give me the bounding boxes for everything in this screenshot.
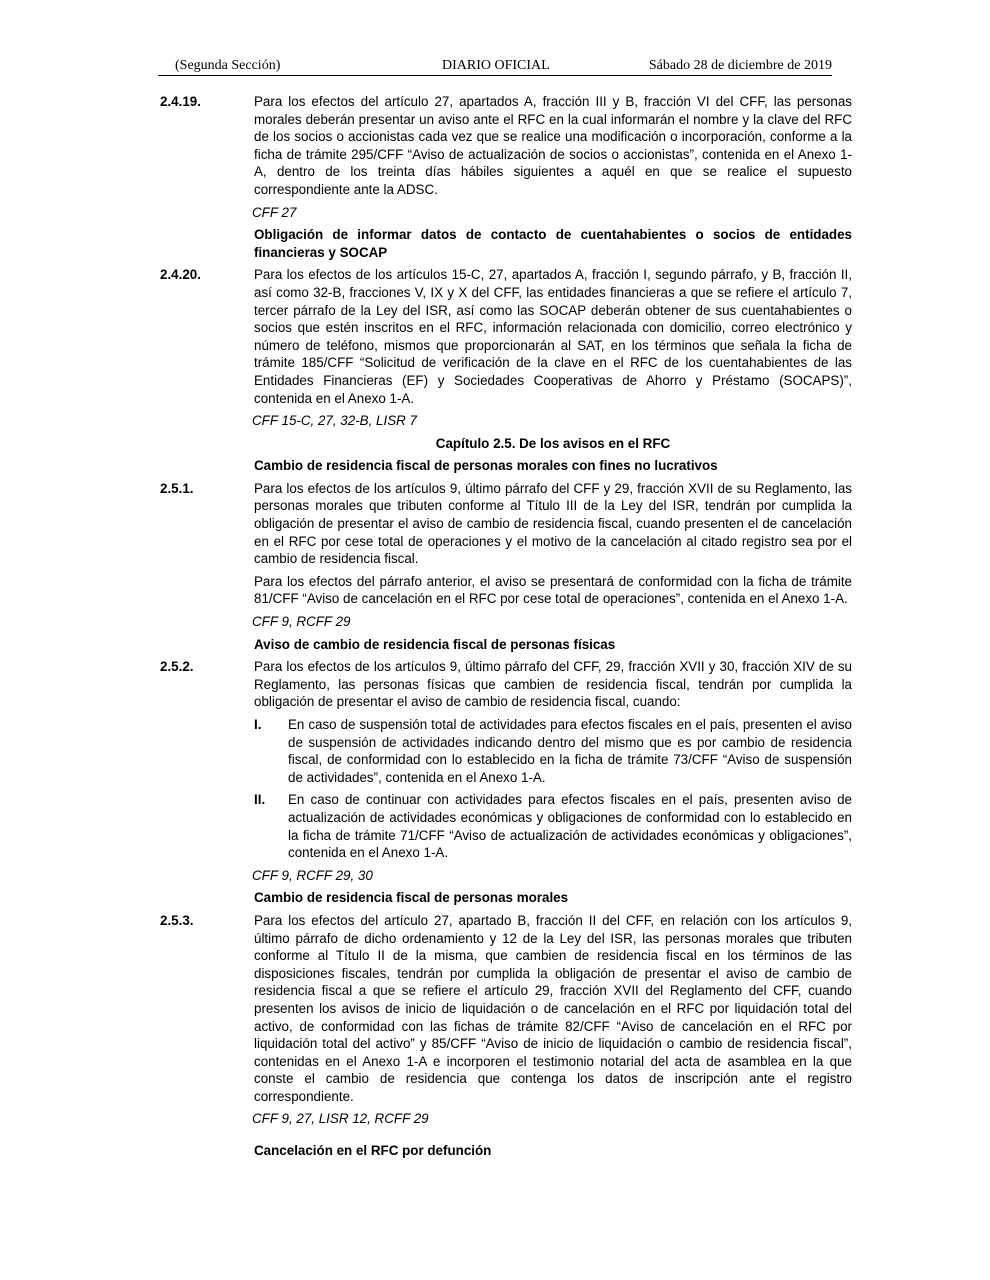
item-text: En caso de continuar con actividades para efectos fiscales en el país, presenten aviso de actualización de actividades económicas y obligaciones de conformidad con lo establecido en la ficha de trámite 71/CFF “Aviso de actualización de actividades económicas y obligaciones”, contenida en el Anexo 1-A. bbox=[288, 792, 852, 861]
rule-text: Para los efectos de los artículos 9, último párrafo del CFF y 29, fracción XVII de su Reglamento, las personas morales que tributen conforme al Título III de la Ley del ISR, tendrán por cumplida la obligación de presentar el aviso de cambio de residencia fiscal, cuando presenten el de cancelación en el RFC por cese total de operaciones y el motivo de la cancelación al citado registro sea por el cambio de residencia fiscal. bbox=[254, 480, 852, 567]
header-section: (Segunda Sección) bbox=[175, 58, 281, 73]
rule-text: Para los efectos del artículo 27, apartados A, fracción III y B, fracción VI del CFF, las personas morales deberán presentar un aviso ante el RFC en la cual informarán el nombre y la clave del RFC de los socios o accionistas cada vez que se realice una modificación o incorporación, conforme a la ficha de trámite 295/CFF “Aviso de actualización de socios o accionistas”, contenida en el Anexo 1-A, dentro de los treinta días hábiles siguientes a aquél en que se realice el supuesto correspondiente ante la ADSC. bbox=[254, 94, 852, 197]
list-item bbox=[254, 791, 852, 861]
rule-2-4-19 bbox=[160, 93, 852, 199]
rule-number: 2.5.3. bbox=[160, 912, 194, 928]
rule-text: Para los efectos del artículo 27, apartado B, fracción II del CFF, en relación con los artículos 9, último párrafo de dicho ordenamiento y 12 de la Ley del ISR, las personas morales que tributen conforme al Título II de la misma, que cambien de residencia fiscal en los términos de las disposiciones fiscales, tendrán por cumplida la obligación de presentar el aviso de cambio de residencia fiscal a que se refiere el artículo 29, fracción XVII del Reglamento del CFF, cuando presenten los avisos de inicio de liquidación o de cancelación en el RFC por liquidación total del activo, de conformidad con las fichas de trámite 82/CFF “Aviso de cancelación en el RFC por liquidación total del activo” y 85/CFF “Aviso de inicio de liquidación o cambio de residencia fiscal”, contenidas en el Anexo 1-A e incorporen el testimonio notarial del acta de asamblea en la que conste el cambio de residencia que contenga los datos de inscripción ante el registro correspondiente. bbox=[254, 912, 852, 1104]
rule-number: 2.5.2. bbox=[160, 659, 194, 675]
rule-reference: CFF 27 bbox=[252, 204, 297, 220]
rule-title: Cambio de residencia fiscal de personas morales bbox=[254, 890, 569, 906]
header-date: Sábado 28 de diciembre de 2019 bbox=[648, 58, 832, 73]
rule-reference: CFF 9, RCFF 29 bbox=[252, 614, 351, 630]
document-body bbox=[160, 93, 852, 1165]
list-item bbox=[254, 716, 852, 786]
rule-text: Para los efectos del párrafo anterior, el aviso se presentará de conformidad con la ficha de trámite 81/CFF “Aviso de cancelación en el RFC por cese total de operaciones”, contenida en el Anexo 1-A. bbox=[254, 573, 852, 607]
rule-title: Obligación de informar datos de contacto de cuentahabientes o socios de entidades financieras y SOCAP bbox=[254, 227, 852, 260]
rule-title: Cancelación en el RFC por defunción bbox=[254, 1143, 492, 1159]
rule-2-5-2 bbox=[160, 658, 852, 862]
rule-text: Para los efectos de los artículos 9, último párrafo del CFF, 29, fracción XVII y 30, fracción XIV de su Reglamento, las personas físicas que cambien de residencia fiscal, tendrán por cumplida la obligación de presentar el aviso de cambio de residencia fiscal, cuando: bbox=[254, 659, 852, 710]
header-publication: DIARIO OFICIAL bbox=[442, 58, 550, 73]
rule-text: Para los efectos de los artículos 15-C, 27, apartados A, fracción I, segundo párrafo, y B, fracción II, así como 32-B, fracciones V, IX y X del CFF, las entidades financieras a que se refiere el artículo 7, tercer párrafo de la Ley del ISR, así como las SOCAP deberán obtener de sus cuentahabientes o socios que estén inscritos en el RFC, información relacionada con domicilio, correo electrónico y número de teléfono, mismos que proporcionarán al SAT, en los términos que señala la ficha de trámite 185/CFF “Solicitud de verificación de la clave en el RFC de los cuentahabientes de las Entidades Financieras (EF) y Sociedades Cooperativas de Ahorro y Préstamo (SOCAPS)”, contenida en el Anexo 1-A. bbox=[254, 267, 852, 406]
rule-reference: CFF 9, 27, LISR 12, RCFF 29 bbox=[252, 1111, 429, 1127]
rule-number: 2.4.20. bbox=[160, 267, 201, 283]
rule-title: Cambio de residencia fiscal de personas morales con fines no lucrativos bbox=[254, 458, 718, 474]
rule-reference: CFF 15-C, 27, 32-B, LISR 7 bbox=[252, 413, 417, 429]
rule-reference: CFF 9, RCFF 29, 30 bbox=[252, 867, 373, 883]
item-text: En caso de suspensión total de actividades para efectos fiscales en el país, presenten el aviso de suspensión de actividades indicando dentro del mismo que es por cambio de residencia fiscal, de conformidad con lo establecido en la ficha de trámite 73/CFF “Aviso de suspensión de actividades”, contenida en el Anexo 1-A. bbox=[288, 717, 852, 785]
rule-number: 2.5.1. bbox=[160, 480, 194, 496]
rule-title: Aviso de cambio de residencia fiscal de personas físicas bbox=[254, 636, 616, 652]
rule-2-5-3 bbox=[160, 912, 852, 1106]
rule-2-5-1 bbox=[160, 480, 852, 608]
rule-2-4-20 bbox=[160, 266, 852, 407]
item-numeral: II. bbox=[254, 792, 266, 808]
page-header bbox=[158, 58, 832, 76]
item-numeral: I. bbox=[254, 717, 262, 732]
rule-number: 2.4.19. bbox=[160, 94, 201, 109]
chapter-heading: Capítulo 2.5. De los avisos en el RFC bbox=[435, 435, 671, 451]
